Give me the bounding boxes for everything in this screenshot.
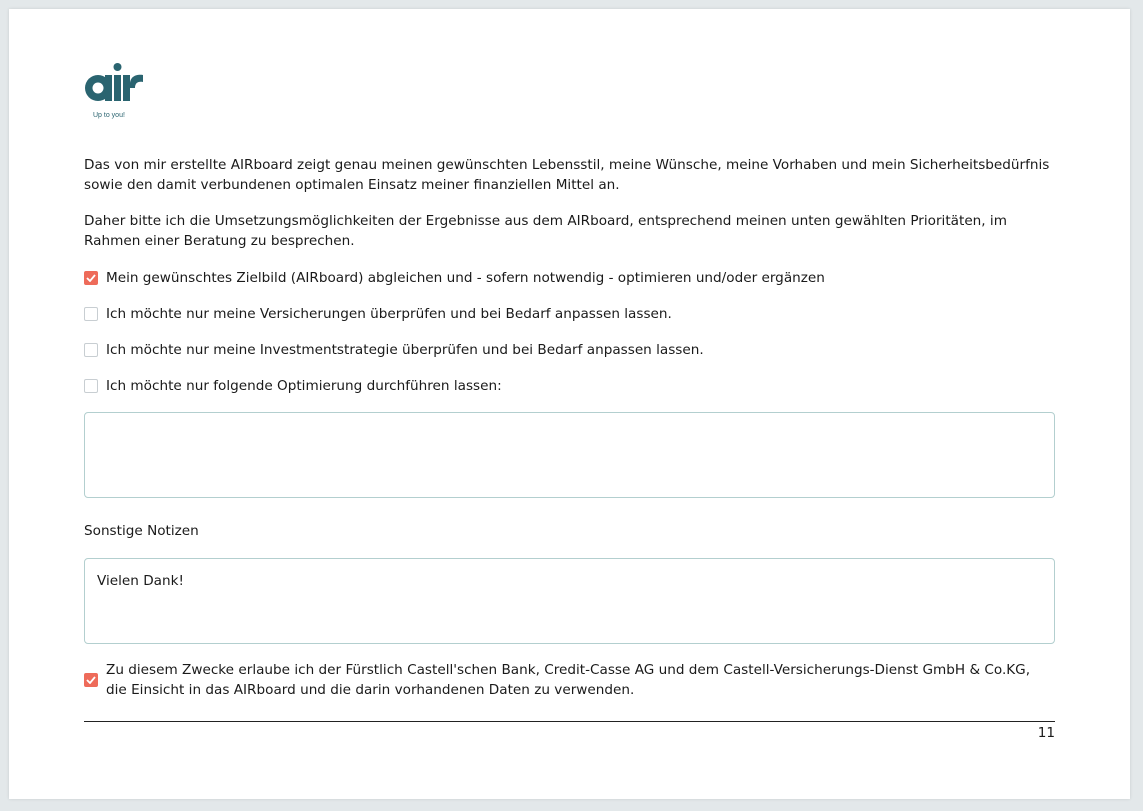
document-page [9, 9, 1130, 799]
checkbox-consent[interactable] [84, 673, 98, 687]
option-label: Ich möchte nur folgende Optimierung durchführen lassen: [106, 378, 502, 394]
intro-paragraph-1: Das von mir erstellte AIRboard zeigt genau meinen gewünschten Lebensstil, meine Wünsche, meine Vorhaben und mein Sicherheitsbedürfnis sowie den damit verbundenen optimalen Einsatz meiner finanziellen Mittel an. [84, 157, 1050, 193]
logo-tagline: Up to you! [93, 112, 125, 119]
option-optimierung[interactable] [84, 377, 502, 395]
option-label: Ich möchte nur meine Investmentstrategie überprüfen und bei Bedarf anpassen lassen. [106, 342, 704, 358]
footer-divider [84, 721, 1055, 722]
option-investmentstrategie[interactable] [84, 341, 704, 359]
option-zielbild[interactable] [84, 269, 825, 287]
option-label: Ich möchte nur meine Versicherungen überprüfen und bei Bedarf anpassen lassen. [106, 306, 672, 322]
page-number: 11 [1037, 725, 1055, 741]
checkbox-investmentstrategie[interactable] [84, 343, 98, 357]
checkbox-optimierung[interactable] [84, 379, 98, 393]
consent-option[interactable] [84, 660, 1055, 700]
air-logo [83, 62, 147, 132]
consent-label: Zu diesem Zwecke erlaube ich der Fürstlich Castell'schen Bank, Credit-Casse AG und dem Castell-Versicherungs-Dienst GmbH & Co.KG, die Einsicht in das AIRboard und die darin vorhandenen Daten zu verwenden. [106, 662, 1031, 698]
checkmark-icon [86, 676, 96, 684]
option-label: Mein gewünschtes Zielbild (AIRboard) abgleichen und - sofern notwendig - optimieren und/oder ergänzen [106, 270, 825, 286]
air-logo-mark [83, 62, 145, 108]
checkbox-zielbild[interactable] [84, 271, 98, 285]
notes-label: Sonstige Notizen [84, 523, 199, 539]
optimization-textarea[interactable] [84, 412, 1055, 498]
notes-textarea[interactable]: Vielen Dank! [84, 558, 1055, 644]
checkbox-versicherungen[interactable] [84, 307, 98, 321]
checkmark-icon [86, 274, 96, 282]
option-versicherungen[interactable] [84, 305, 672, 323]
intro-paragraph-2: Daher bitte ich die Umsetzungsmöglichkeiten der Ergebnisse aus dem AIRboard, entsprechend meinen unten gewählten Prioritäten, im Rahmen einer Beratung zu besprechen. [84, 213, 1007, 249]
